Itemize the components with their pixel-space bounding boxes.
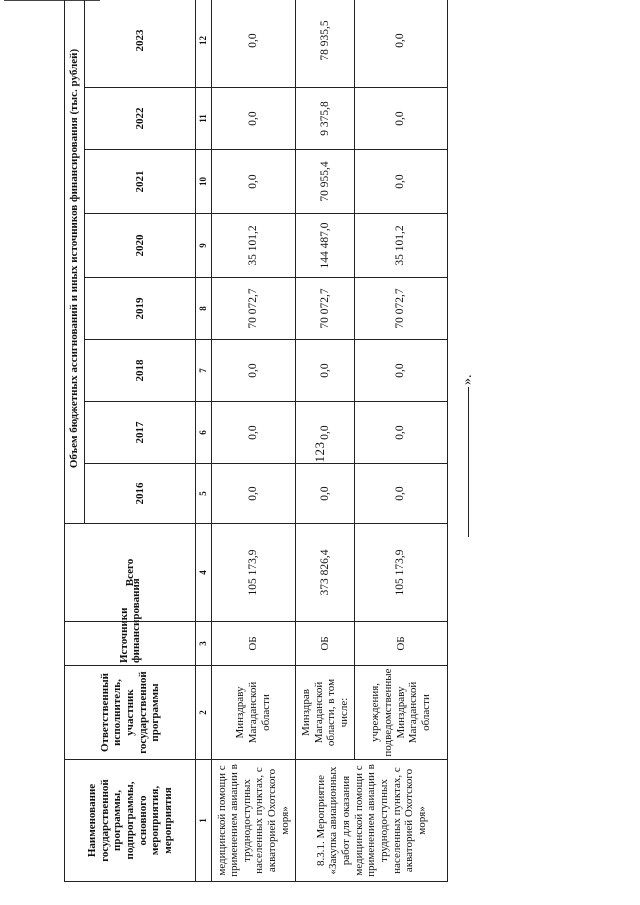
row-total: 105 173,9 (355, 524, 448, 622)
header-year: 2017 (85, 402, 196, 464)
page-number: 123 (312, 441, 327, 463)
row-value: 78 935,5 (296, 0, 355, 88)
column-number: 5 (196, 464, 211, 524)
row-value: 70 072,7 (296, 278, 355, 340)
row-total: 373 826,4 (296, 524, 355, 622)
row-name: медицинской помощи с применением авиации в труднодоступных населенных пунктах, с акваторией Охотского моря» (211, 760, 296, 882)
header-year: 2020 (85, 214, 196, 278)
column-number: 9 (196, 214, 211, 278)
row-value: 70 072,7 (355, 278, 448, 340)
row-value: 0,0 (211, 464, 296, 524)
column-number: 4 (196, 524, 211, 622)
row-value: 0,0 (355, 150, 448, 214)
row-value: 0,0 (296, 464, 355, 524)
row-value: 144 487,0 (296, 214, 355, 278)
row-value: 0,0 (211, 88, 296, 150)
row-executor: Минздрав Магаданской области, в том числе: (296, 666, 355, 760)
row-source: ОБ (211, 622, 296, 666)
header-source: Источники финансирования (65, 622, 196, 666)
header-year: 2023 (85, 0, 196, 88)
header-year: 2019 (85, 278, 196, 340)
financing-table-wrapper (64, 20, 448, 882)
header-executor: Ответственный исполнитель, участник государственной программы (65, 666, 196, 760)
row-value: 0,0 (211, 150, 296, 214)
header-year: 2018 (85, 340, 196, 402)
column-number: 1 (196, 760, 211, 882)
column-number: 10 (196, 150, 211, 214)
row-value: 0,0 (355, 464, 448, 524)
header-financing-group: Объем бюджетных ассигнований и иных источников финансирования (тыс. рублей) (65, 0, 85, 524)
row-value: 0,0 (355, 0, 448, 88)
closing-quote-line (453, 367, 483, 537)
table-row (355, 0, 448, 882)
row-value: 0,0 (211, 402, 296, 464)
row-value: 0,0 (355, 88, 448, 150)
header-year: 2016 (85, 464, 196, 524)
row-value: 70 955,4 (296, 150, 355, 214)
column-number: 6 (196, 402, 211, 464)
column-number: 3 (196, 622, 211, 666)
table-row (211, 0, 296, 882)
header-year: 2021 (85, 150, 196, 214)
row-value: 0,0 (296, 402, 355, 464)
row-executor: учреждения, подведомственные Минздраву Магаданской области (355, 666, 448, 760)
row-value: 0,0 (296, 340, 355, 402)
row-value: 70 072,7 (211, 278, 296, 340)
row-name: 8.3.1. Мероприятие «Закупка авиационных работ для оказания медицинской помощи с применением авиации в труднодоступных населенных пунктах, с акваторией Охотского моря» (296, 760, 448, 882)
closing-quote: ». (460, 374, 475, 385)
column-number: 7 (196, 340, 211, 402)
header-name: Наименование государственной программы, подпрограммы, основного мероприятия, мероприятия (65, 760, 196, 882)
row-value: 9 375,8 (296, 88, 355, 150)
table-row (296, 0, 355, 882)
row-value: 0,0 (355, 340, 448, 402)
row-source: ОБ (355, 622, 448, 666)
row-value: 35 101,2 (355, 214, 448, 278)
column-number: 8 (196, 278, 211, 340)
financing-table (64, 0, 448, 882)
column-number: 12 (196, 0, 211, 88)
row-total: 105 173,9 (211, 524, 296, 622)
row-executor: Минздраву Магаданской области (211, 666, 296, 760)
closing-rule (468, 387, 469, 537)
row-value: 0,0 (355, 402, 448, 464)
column-number: 2 (196, 666, 211, 760)
row-value: 0,0 (211, 340, 296, 402)
row-value: 0,0 (211, 0, 296, 88)
column-number: 11 (196, 88, 211, 150)
row-source: ОБ (296, 622, 355, 666)
row-value: 35 101,2 (211, 214, 296, 278)
header-total: Всего (65, 524, 196, 622)
header-year: 2022 (85, 88, 196, 150)
